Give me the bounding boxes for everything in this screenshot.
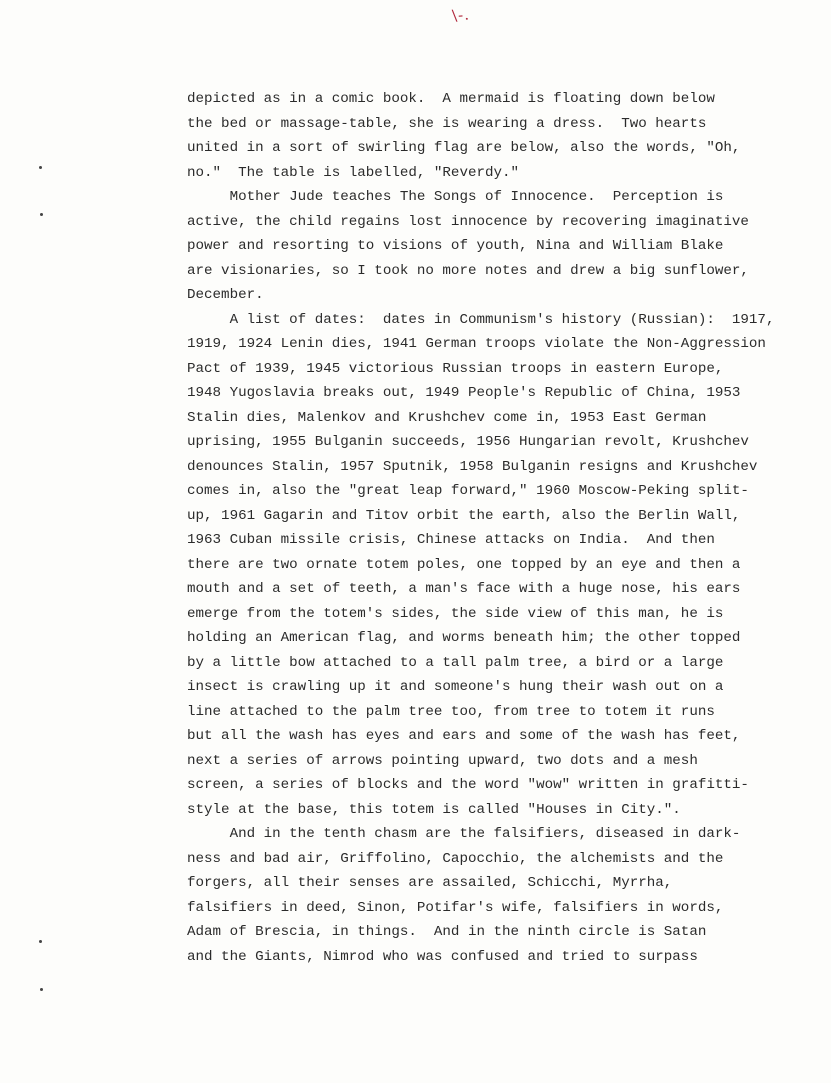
text-line: December. xyxy=(187,287,264,303)
text-line: 1963 Cuban missile crisis, Chinese attacks on India. And then xyxy=(187,532,715,548)
text-line: falsifiers in deed, Sinon, Potifar's wife, falsifiers in words, xyxy=(187,899,724,916)
text-line: comes in, also the "great leap forward," 1960 Moscow-Peking split- xyxy=(187,483,749,499)
text-line: united in a sort of swirling flag are below, also the words, "Oh, xyxy=(187,140,741,156)
text-line: and the Giants, Nimrod who was confused and tried to surpass xyxy=(187,948,698,965)
margin-dot xyxy=(39,166,42,169)
text-line: 1919, 1924 Lenin dies, 1941 German troops violate the Non-Aggression xyxy=(187,336,766,352)
text-line: holding an American flag, and worms beneath him; the other topped xyxy=(187,630,741,646)
text-line: And in the tenth chasm are the falsifiers, diseased in dark- xyxy=(187,826,741,842)
text-line: Stalin dies, Malenkov and Krushchev come in, 1953 East German xyxy=(187,409,707,426)
text-line: next a series of arrows pointing upward, two dots and a mesh xyxy=(187,752,698,769)
text-line: up, 1961 Gagarin and Titov orbit the earth, also the Berlin Wall, xyxy=(187,507,741,524)
text-line: but all the wash has eyes and ears and some of the wash has feet, xyxy=(187,728,741,744)
text-line: screen, a series of blocks and the word "wow" written in grafitti- xyxy=(187,777,749,793)
page-number-mark: \-. xyxy=(451,5,471,25)
text-line: Mother Jude teaches The Songs of Innocence. Perception is xyxy=(187,189,724,205)
text-line: are visionaries, so I took no more notes and drew a big sunflower, xyxy=(187,262,749,279)
text-line: Pact of 1939, 1945 victorious Russian troops in eastern Europe, xyxy=(187,360,724,377)
text-line: power and resorting to visions of youth, Nina and William Blake xyxy=(187,238,724,254)
text-line: style at the base, this totem is called "Houses in City.". xyxy=(187,801,681,818)
text-line: active, the child regains lost innocence by recovering imaginative xyxy=(187,213,749,230)
text-line: Adam of Brescia, in things. And in the ninth circle is Satan xyxy=(187,924,707,940)
text-line: ness and bad air, Griffolino, Capocchio, the alchemists and the xyxy=(187,850,724,867)
text-line: uprising, 1955 Bulganin succeeds, 1956 Hungarian revolt, Krushchev xyxy=(187,434,749,450)
text-line: mouth and a set of teeth, a man's face with a huge nose, his ears xyxy=(187,581,741,597)
text-line: A list of dates: dates in Communism's history (Russian): 1917, xyxy=(187,311,775,328)
text-line: 1948 Yugoslavia breaks out, 1949 People's Republic of China, 1953 xyxy=(187,385,741,401)
text-line: the bed or massage-table, she is wearing a dress. Two hearts xyxy=(187,115,707,132)
text-line: forgers, all their senses are assailed, Schicchi, Myrrha, xyxy=(187,875,673,891)
text-line: no." The table is labelled, "Reverdy." xyxy=(187,164,520,181)
text-line: by a little bow attached to a tall palm tree, a bird or a large xyxy=(187,654,724,671)
text-line: there are two ornate totem poles, one topped by an eye and then a xyxy=(187,556,741,573)
margin-dot xyxy=(39,940,42,943)
text-line: insect is crawling up it and someone's hung their wash out on a xyxy=(187,679,724,695)
typescript-body xyxy=(187,87,787,969)
margin-dot xyxy=(40,988,43,991)
margin-dot xyxy=(40,213,43,216)
text-line: denounces Stalin, 1957 Sputnik, 1958 Bulganin resigns and Krushchev xyxy=(187,458,758,475)
text-line: line attached to the palm tree too, from tree to totem it runs xyxy=(187,703,715,720)
text-line: depicted as in a comic book. A mermaid is floating down below xyxy=(187,91,715,107)
text-line: emerge from the totem's sides, the side view of this man, he is xyxy=(187,605,724,622)
